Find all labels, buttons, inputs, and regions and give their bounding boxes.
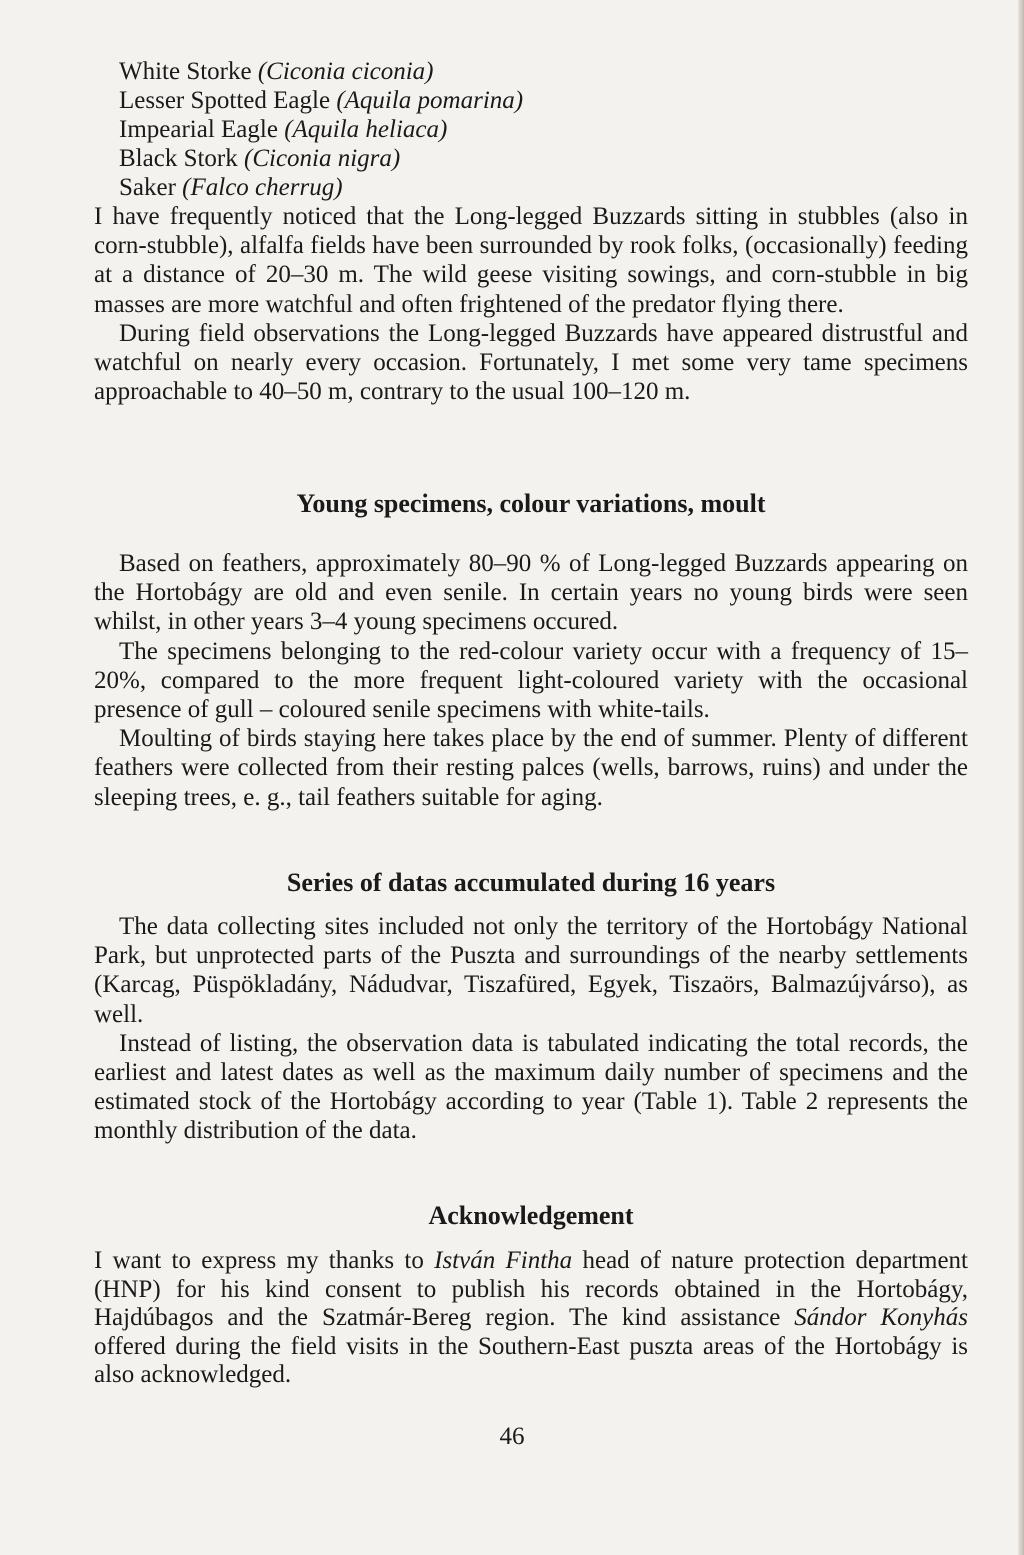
section-series-text: [94, 912, 968, 1146]
acknowledgement-paragraph: I want to express my thanks to István Fintha head of nature protection department (HNP) for his kind consent to publish his records obtained in the Hortobágy, Hajdúbagos and the Szatmár-Bereg region. The kind assistance Sándor Konyhás offered during the field visits in the Southern-East puszta areas of the Hortobágy is also acknowledged.: [94, 1247, 968, 1388]
body-paragraph: The data collecting sites included not only the territory of the Hortobágy National Park, but unprotected parts of the Puszta and surroundings of the nearby settlements (Karcag, Püspökladány, Nádudvar, Tiszafüred, Egyek, Tiszaörs, Balmazújvárso), as well.: [94, 913, 968, 1028]
section-heading: Series of datas accumulated during 16 years: [286, 868, 776, 897]
species-item: Saker (Falco cherrug): [119, 174, 343, 201]
body-paragraph: Instead of listing, the observation data is tabulated indicating the total records, the earliest and latest dates as well as the maximum daily number of specimens and the estimated stock of the Hortobágy according to year (Table 1). Table 2 represents the monthly distribution of the data.: [94, 1029, 968, 1145]
species-list: [119, 57, 993, 202]
section-ack-text: [94, 1247, 968, 1390]
body-paragraph: During field observations the Long-legged Buzzards have appeared distrustful and watchful on nearly every occasion. Fortunately, I met some very tame specimens approachable to 40–50 m, contrary to the usual 100–120 m.: [94, 319, 968, 406]
intro-text: [94, 202, 968, 406]
body-paragraph: I have frequently noticed that the Long-legged Buzzards sitting in stubbles (also in corn-stubble), alfalfa fields have been surrounded by rook folks, (occasionally) feeding at a distance of 20–30 m. The wild geese visiting sowings, and corn-stubble in big masses are more watchful and often frightened of the predator flying there.: [94, 203, 968, 318]
section-young-text: [94, 549, 968, 812]
species-item: Lesser Spotted Eagle (Aquila pomarina): [119, 87, 524, 114]
body-paragraph: Based on feathers, approximately 80–90 % of Long-legged Buzzards appearing on the Hortobágy are old and even senile. In certain years no young birds were seen whilst, in other years 3–4 young specimens occured.: [94, 550, 968, 636]
section-heading: Young specimens, colour variations, moult: [296, 489, 766, 518]
body-paragraph: The specimens belonging to the red-colour variety occur with a frequency of 15–20%, compared to the more frequent light-coloured variety with the occasional presence of gull – coloured senile specimens with white-tails.: [94, 637, 968, 724]
species-item: Black Stork (Ciconia nigra): [119, 145, 401, 172]
section-heading: Acknowledgement: [428, 1201, 634, 1230]
page-number: 46: [499, 1423, 525, 1450]
person-name: Sándor Konyhás: [794, 1304, 968, 1331]
species-item: White Storke (Ciconia ciconia): [119, 58, 434, 85]
person-name: István Fintha: [434, 1247, 573, 1274]
species-item: Impearial Eagle (Aquila heliaca): [119, 116, 448, 143]
page-edge-shadow: [1018, 0, 1024, 1555]
body-paragraph: Moulting of birds staying here takes place by the end of summer. Plenty of different feathers were collected from their resting palces (wells, barrows, ruins) and under the sleeping trees, e. g., tail feathers suitable for aging.: [94, 725, 968, 811]
